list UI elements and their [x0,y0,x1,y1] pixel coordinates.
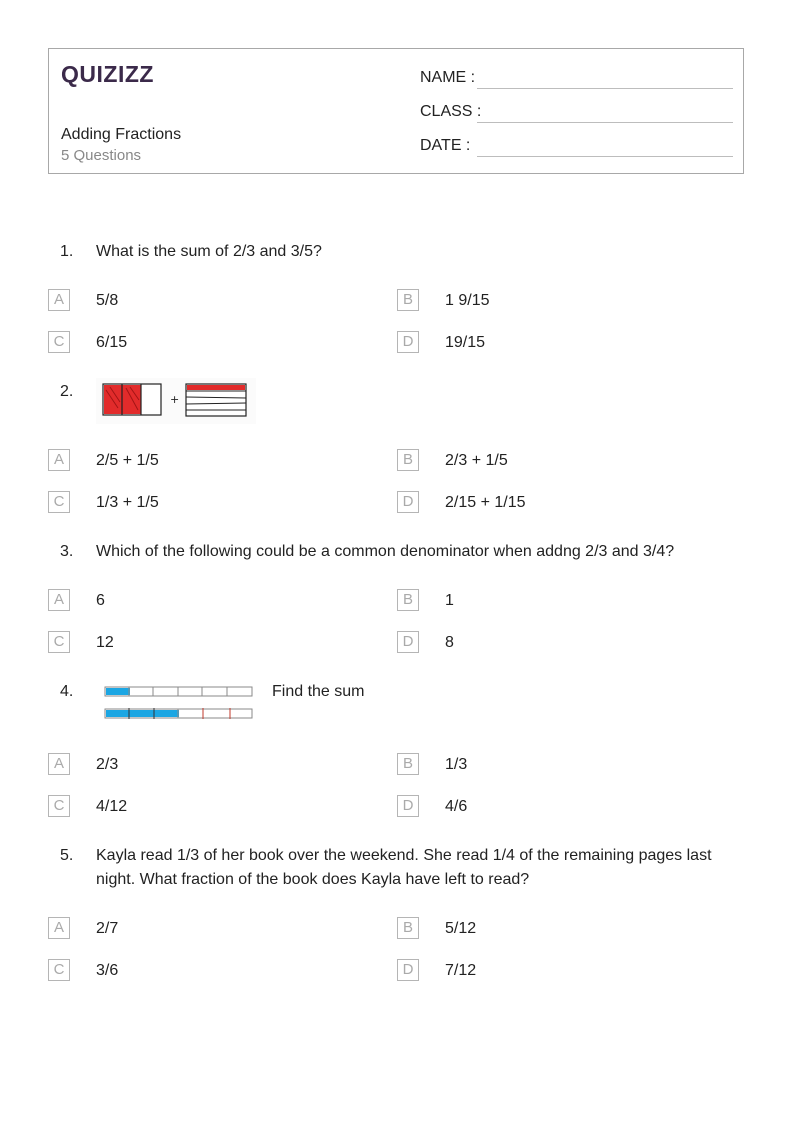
option-d-text: 19/15 [445,334,486,351]
option-d-text: 8 [445,634,454,651]
option-c-text: 6/15 [96,334,128,351]
option-c-text: 1/3 + 1/5 [96,494,159,511]
quizizz-logo: QUIZIZZ [61,61,154,87]
option-d-text: 2/15 + 1/15 [445,494,526,511]
question-text: Which of the following could be a common denominator when addng 2/3 and 3/4? [96,543,675,560]
option-b-box[interactable]: B [397,589,419,611]
option-c-text: 4/12 [96,798,128,815]
option-a-text: 5/8 [96,292,119,309]
option-b-text: 1 [445,592,454,609]
option-d-text: 4/6 [445,798,468,815]
option-c-box[interactable]: C [48,631,70,653]
fraction-boxes-figure [96,378,256,424]
question-number: 4. [60,683,74,700]
option-d-box[interactable]: D [397,959,419,981]
class-label: CLASS : [420,103,482,120]
worksheet-header [48,48,744,174]
name-label: NAME : [420,69,476,86]
worksheet-title: Adding Fractions [61,126,182,143]
option-b-text: 2/3 + 1/5 [445,452,508,469]
option-c-box[interactable]: C [48,491,70,513]
option-d-text: 7/12 [445,962,477,979]
option-b-text: 1/3 [445,756,468,773]
option-a-box[interactable]: A [48,449,70,471]
question-number: 5. [60,847,74,864]
option-d-box[interactable]: D [397,631,419,653]
option-a-box[interactable]: A [48,753,70,775]
option-a-text: 6 [96,592,105,609]
question-number: 1. [60,243,74,260]
question-number: 3. [60,543,74,560]
question-text: What is the sum of 2/3 and 3/5? [96,243,322,260]
option-a-text: 2/7 [96,920,119,937]
option-c-text: 12 [96,634,114,651]
option-a-box[interactable]: A [48,917,70,939]
option-b-text: 1 9/15 [445,292,490,309]
class-line[interactable] [477,122,733,123]
fraction-bars-figure [103,684,255,722]
option-b-box[interactable]: B [397,449,419,471]
option-a-text: 2/3 [96,756,119,773]
date-label: DATE : [420,137,471,154]
option-a-box[interactable]: A [48,289,70,311]
option-d-box[interactable]: D [397,795,419,817]
option-d-box[interactable]: D [397,491,419,513]
question-count: 5 Questions [61,147,142,164]
option-a-text: 2/5 + 1/5 [96,452,159,469]
plus-sign: + [170,393,180,406]
question-text: Find the sum [272,683,365,700]
question-text-line-1: Kayla read 1/3 of her book over the weekend. She read 1/4 of the remaining pages last [96,847,712,864]
option-b-box[interactable]: B [397,753,419,775]
option-c-text: 3/6 [96,962,119,979]
option-c-box[interactable]: C [48,795,70,817]
option-c-box[interactable]: C [48,331,70,353]
option-b-box[interactable]: B [397,289,419,311]
option-c-box[interactable]: C [48,959,70,981]
option-b-box[interactable]: B [397,917,419,939]
option-d-box[interactable]: D [397,331,419,353]
name-line[interactable] [477,88,733,89]
question-number: 2. [60,383,74,400]
question-text-line-2: night. What fraction of the book does Kayla have left to read? [96,871,530,888]
date-line[interactable] [477,156,733,157]
option-a-box[interactable]: A [48,589,70,611]
option-b-text: 5/12 [445,920,477,937]
